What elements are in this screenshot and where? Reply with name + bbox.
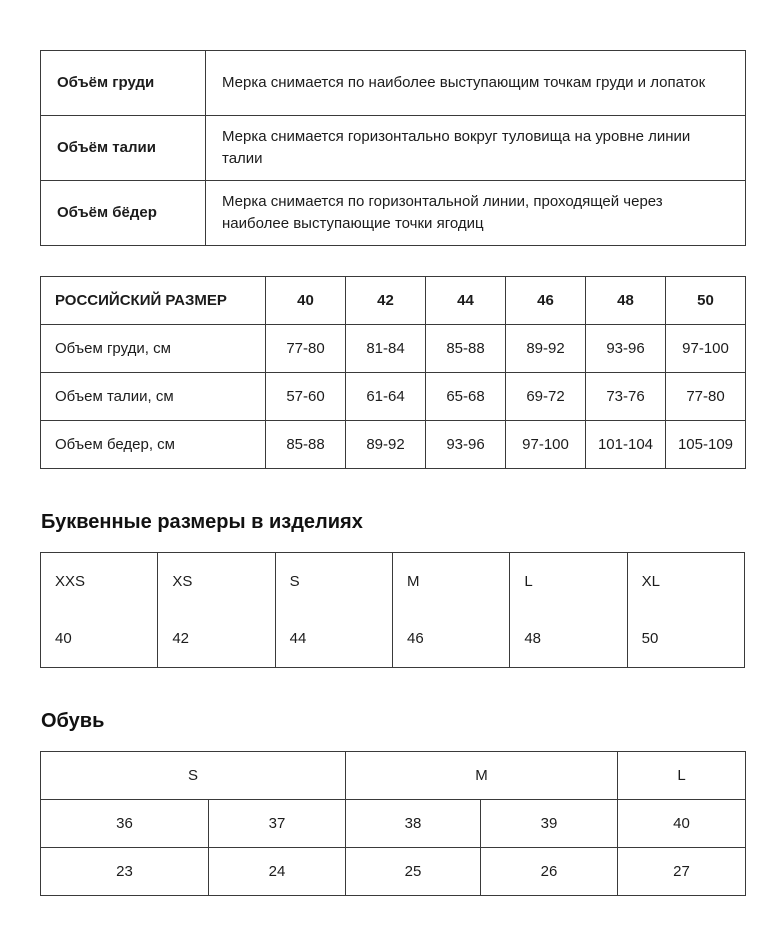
shoe-size-group-cell: S xyxy=(41,752,346,800)
size-header-cell: 40 xyxy=(266,277,346,325)
number-size-cell: 44 xyxy=(275,610,392,668)
letter-sizes-table xyxy=(40,552,745,668)
shoe-size-cell: 40 xyxy=(618,800,746,848)
size-value-cell: 69-72 xyxy=(506,373,586,421)
letter-size-cell: L xyxy=(510,553,627,611)
measurement-description: Мерка снимается по наиболее выступающим точкам груди и лопаток xyxy=(206,51,746,116)
shoe-size-group-cell: L xyxy=(618,752,746,800)
measurement-label: Объём груди xyxy=(41,51,206,116)
number-size-cell: 50 xyxy=(627,610,744,668)
measure-row-label: Объем бедер, см xyxy=(41,421,266,469)
size-value-cell: 65-68 xyxy=(426,373,506,421)
measurement-description: Мерка снимается горизонтально вокруг туловища на уровне линии талии xyxy=(206,116,746,181)
size-value-cell: 97-100 xyxy=(666,325,746,373)
size-value-cell: 57-60 xyxy=(266,373,346,421)
foot-length-cell: 27 xyxy=(618,848,746,896)
size-value-cell: 105-109 xyxy=(666,421,746,469)
letter-sizes-heading: Буквенные размеры в изделиях xyxy=(41,511,363,533)
table-row xyxy=(41,421,746,469)
shoe-size-cell: 38 xyxy=(346,800,481,848)
size-value-cell: 97-100 xyxy=(506,421,586,469)
table-row xyxy=(41,181,746,246)
size-value-cell: 93-96 xyxy=(586,325,666,373)
shoe-size-group-cell: M xyxy=(346,752,618,800)
number-size-cell: 48 xyxy=(510,610,627,668)
shoe-size-cell: 37 xyxy=(209,800,346,848)
letter-size-cell: XL xyxy=(627,553,744,611)
size-value-cell: 61-64 xyxy=(346,373,426,421)
size-header-cell: 48 xyxy=(586,277,666,325)
letter-size-cell: M xyxy=(392,553,509,611)
letter-size-cell: XXS xyxy=(55,573,86,590)
size-value-cell: 93-96 xyxy=(426,421,506,469)
shoe-size-cell: 39 xyxy=(481,800,618,848)
size-value-cell: 77-80 xyxy=(666,373,746,421)
size-value-cell: 89-92 xyxy=(506,325,586,373)
shoes-table xyxy=(40,751,746,896)
size-header-cell: 42 xyxy=(346,277,426,325)
table-row xyxy=(41,610,745,668)
letter-size-cell: S xyxy=(275,553,392,611)
number-size-cell: 42 xyxy=(158,610,275,668)
size-value-cell: 101-104 xyxy=(586,421,666,469)
size-header-cell: 50 xyxy=(666,277,746,325)
measurement-label: Объём бёдер xyxy=(41,181,206,246)
size-header-cell: 44 xyxy=(426,277,506,325)
russian-size-header-label: РОССИЙСКИЙ РАЗМЕР xyxy=(41,277,266,325)
measure-row-label: Объем талии, см xyxy=(41,373,266,421)
shoes-heading: Обувь xyxy=(41,710,105,732)
shoe-size-cell: 36 xyxy=(41,800,209,848)
size-header-cell: 46 xyxy=(506,277,586,325)
size-value-cell: 85-88 xyxy=(266,421,346,469)
number-size-cell: 40 xyxy=(55,630,72,647)
russian-sizes-table xyxy=(40,276,746,469)
table-header-row xyxy=(41,277,746,325)
table-row xyxy=(41,553,745,611)
size-value-cell: 85-88 xyxy=(426,325,506,373)
foot-length-cell: 23 xyxy=(41,848,209,896)
foot-length-cell: 24 xyxy=(209,848,346,896)
number-size-cell: 46 xyxy=(392,610,509,668)
table-row xyxy=(41,373,746,421)
foot-length-cell: 25 xyxy=(346,848,481,896)
table-row xyxy=(41,51,746,116)
foot-length-cell: 26 xyxy=(481,848,618,896)
size-value-cell: 77-80 xyxy=(266,325,346,373)
size-value-cell: 73-76 xyxy=(586,373,666,421)
table-header-row xyxy=(41,752,746,800)
measurements-table xyxy=(40,50,746,246)
measurement-label: Объём талии xyxy=(41,116,206,181)
table-row xyxy=(41,116,746,181)
measurement-description: Мерка снимается по горизонтальной линии, проходящей через наиболее выступающие точки ягодиц xyxy=(206,181,746,246)
size-value-cell: 89-92 xyxy=(346,421,426,469)
table-row xyxy=(41,800,746,848)
letter-size-cell: XS xyxy=(158,553,275,611)
table-row xyxy=(41,848,746,896)
measure-row-label: Объем груди, см xyxy=(41,325,266,373)
size-value-cell: 81-84 xyxy=(346,325,426,373)
table-row xyxy=(41,325,746,373)
